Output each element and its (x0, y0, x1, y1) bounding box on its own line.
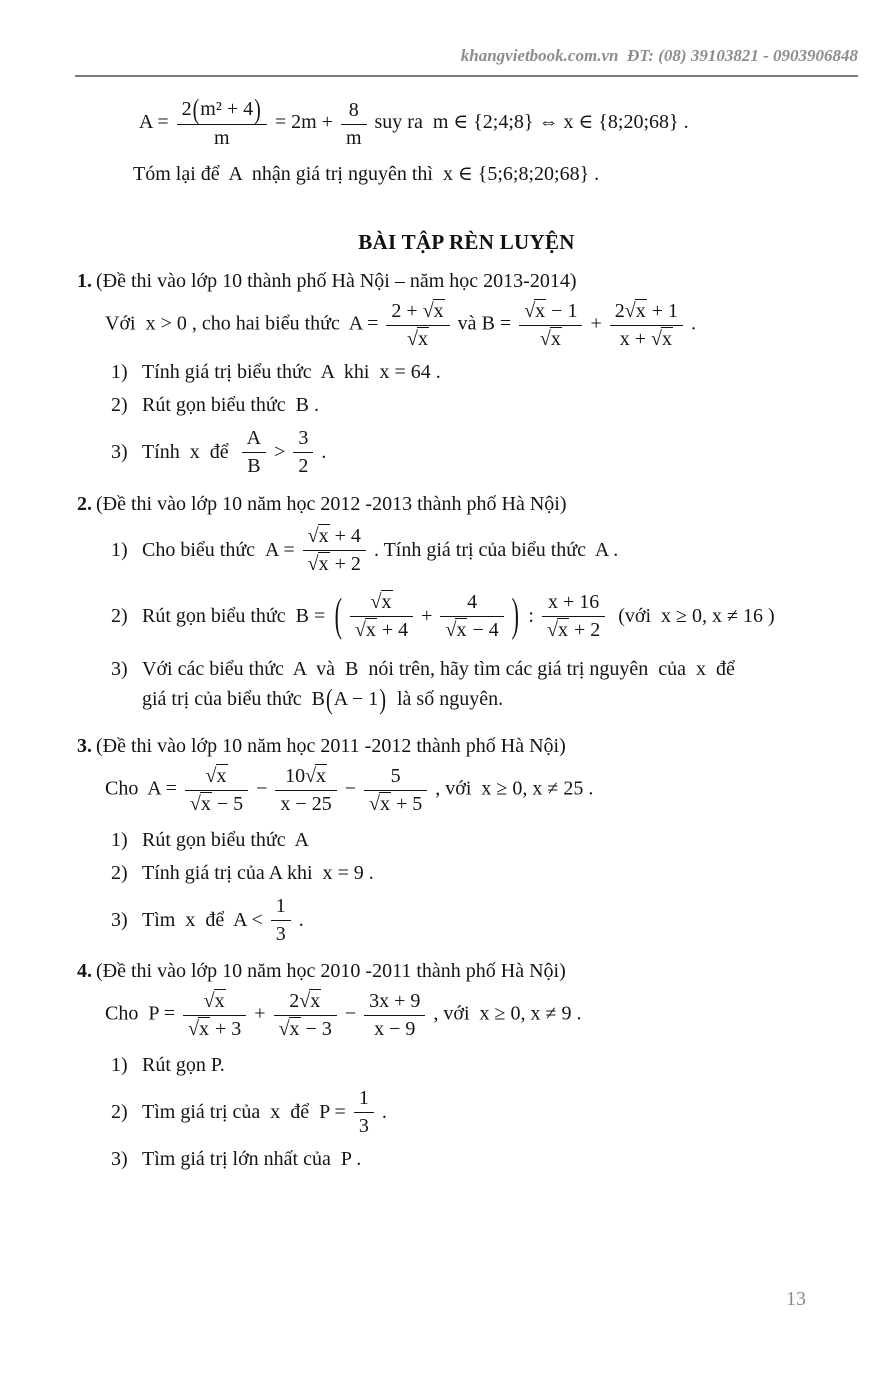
item-text: Cho biểu thức (142, 539, 266, 561)
fraction-denominator: x + √x (619, 328, 672, 350)
problem-4-formula (105, 989, 858, 1041)
text-run: B = (481, 312, 517, 335)
problem-3-item-2 (111, 861, 858, 885)
problem-1-source: (Đề thi vào lớp 10 thành phố Hà Nội – năm học 2013-2014) (96, 270, 577, 292)
fraction-numerator: √x + 4 (303, 524, 366, 551)
item-text (142, 654, 735, 715)
problem-3-number: 3. (77, 735, 92, 757)
text-run: − (339, 777, 361, 800)
problem-1-formula (105, 299, 858, 351)
item-text: Tính giá trị của A khi x = 9 . (142, 862, 374, 884)
item-number: 3) (111, 1148, 128, 1170)
item-number: 2) (111, 862, 128, 884)
text-run: P = (148, 1002, 181, 1025)
text-run: : (523, 605, 539, 627)
fraction (275, 764, 336, 816)
left-paren: ( (334, 590, 343, 642)
text-run: . Tính giá trị của biểu thức A . (368, 539, 619, 561)
item-number: 1) (111, 1054, 128, 1076)
fraction-denominator: √x + 2 (307, 553, 361, 575)
fraction-numerator: √x (350, 590, 413, 617)
fraction-numerator: √x (185, 764, 248, 791)
text-run: B = (295, 605, 331, 627)
text-run: A = (348, 312, 384, 335)
text-run: A = (147, 777, 182, 800)
fraction (271, 894, 291, 946)
item-text: Rút gọn P. (142, 1054, 225, 1076)
item-number: 1) (111, 829, 128, 851)
fraction-numerator: 5 (364, 764, 427, 791)
problem-3-title (77, 735, 858, 758)
problem-3-formula (105, 764, 858, 816)
item-text: Rút gọn biểu thức A (142, 829, 309, 851)
text-run: . (686, 312, 696, 335)
fraction (364, 989, 425, 1041)
item-number: 2) (111, 394, 128, 416)
fraction-numerator: x + 16 (542, 590, 605, 617)
problem-2-number: 2. (77, 493, 92, 515)
fraction (440, 590, 503, 642)
item-text: Tìm x để A < (142, 909, 268, 931)
fraction-denominator: m (213, 127, 230, 149)
item-text: Rút gọn biểu thức (142, 605, 296, 627)
item-text: Tính giá trị biểu thức A khi x = 64 . (142, 361, 441, 383)
conclusion-text: Tóm lại để A nhận giá trị nguyên thì x ∈ {5;6;8;20;68} . (133, 163, 600, 185)
text-run: Với x > 0 , cho hai biểu thức (105, 312, 349, 335)
fraction-denominator: √x + 5 (368, 793, 423, 815)
text-run: A = (265, 539, 300, 561)
text-run: > (269, 441, 291, 463)
item-number: 1) (111, 361, 128, 383)
problem-1-title (77, 270, 858, 293)
fraction-numerator: √x (183, 989, 246, 1016)
right-paren: ) (511, 590, 519, 642)
text-run: + (416, 605, 438, 627)
fraction-numerator: √x − 1 (519, 299, 582, 326)
item-number: 2) (111, 1101, 128, 1123)
fraction-numerator: A (242, 426, 266, 453)
fraction-denominator: x − 25 (280, 793, 332, 815)
item-number: 3) (111, 909, 128, 931)
fraction (341, 98, 367, 150)
fraction (242, 426, 266, 478)
formula-lhs: A = (139, 111, 174, 134)
item-number: 3) (111, 441, 128, 463)
fraction-denominator: √x − 5 (189, 793, 244, 815)
text-run: giá trị của biểu thức B(A − 1) là số nguyên. (142, 684, 504, 716)
problem-4-item-1 (111, 1053, 858, 1077)
fraction-numerator: 1 (271, 894, 291, 921)
fraction-denominator: √x + 3 (188, 1018, 242, 1040)
formula-tail: suy ra m ∈ {2;4;8} ⇔ x ∈ {8;20;68} . (369, 111, 689, 134)
fraction (610, 299, 683, 351)
fraction-denominator: √x − 4 (445, 619, 499, 641)
fraction-denominator: 3 (358, 1115, 369, 1137)
section-heading: BÀI TẬP RÈN LUYỆN (358, 230, 575, 254)
conclusion-line (133, 162, 858, 186)
problem-1-item-2 (111, 393, 858, 417)
fraction-denominator: 3 (275, 923, 286, 945)
problem-2-item-3 (111, 654, 858, 715)
problem-4-title (77, 960, 858, 983)
text-run: (với x ≥ 0, x ≠ 16 ) (608, 605, 775, 627)
item-number: 1) (111, 539, 128, 561)
fraction-denominator: √x (407, 328, 429, 350)
text-run: + (585, 312, 607, 335)
fraction (185, 764, 248, 816)
item-text: Rút gọn biểu thức B . (142, 394, 319, 416)
page-number: 13 (786, 1288, 806, 1310)
fraction-denominator: B (247, 455, 261, 477)
fraction-denominator: √x + 4 (354, 619, 409, 641)
fraction-numerator: 2√x + 1 (610, 299, 683, 326)
problem-1-item-3 (111, 426, 858, 478)
text-run: và (452, 312, 482, 335)
fraction-denominator: 2 (298, 455, 309, 477)
fraction-denominator: √x (539, 328, 561, 350)
text-run: − (339, 1002, 362, 1025)
text-run: Cho (105, 777, 148, 800)
fraction-numerator: 1 (354, 1086, 374, 1113)
fraction (519, 299, 582, 351)
header-text: khangvietbook.com.vn ĐT: (08) 39103821 - 0903906848 (460, 46, 858, 65)
problem-3-item-1 (111, 828, 858, 852)
fraction-denominator: x − 9 (374, 1018, 416, 1040)
text-run: . (293, 909, 304, 931)
problem-2-title (77, 493, 858, 516)
fraction-numerator: 8 (341, 98, 367, 125)
fraction-numerator: 10√x (275, 764, 336, 791)
fraction (354, 1086, 374, 1138)
fraction-denominator: √x + 2 (546, 619, 601, 641)
text-run: Với các biểu thức A và B nói trên, hãy tìm các giá trị nguyên của x để (142, 658, 735, 680)
fraction (274, 989, 337, 1041)
fraction-denominator: √x − 3 (278, 1018, 332, 1040)
fraction-numerator: 2√x (274, 989, 337, 1016)
fraction-denominator: m (345, 126, 362, 149)
problem-2-item-2 (111, 590, 858, 642)
problem-1-number: 1. (77, 270, 92, 292)
problem-3-source: (Đề thi vào lớp 10 năm học 2011 -2012 thành phố Hà Nội) (96, 735, 566, 757)
intro-formula (139, 93, 858, 150)
fraction (542, 590, 605, 642)
fraction (386, 299, 449, 351)
text-run: + (249, 1002, 271, 1025)
page-content (75, 93, 858, 1171)
formula-mid: = 2m + (269, 111, 338, 134)
text-run: . (316, 441, 327, 463)
fraction (183, 989, 246, 1041)
item-text: Tìm giá trị của x để P = (142, 1101, 351, 1123)
fraction (177, 93, 267, 150)
fraction (303, 524, 366, 576)
item-number: 2) (111, 605, 128, 627)
text-run: Cho (105, 1002, 149, 1025)
problem-4-number: 4. (77, 960, 92, 982)
fraction (364, 764, 427, 816)
problem-4-source: (Đề thi vào lớp 10 năm học 2010 -2011 thành phố Hà Nội) (96, 960, 566, 982)
fraction (350, 590, 413, 642)
item-number: 3) (111, 658, 128, 680)
problem-4-item-2 (111, 1086, 858, 1138)
problem-2-source: (Đề thi vào lớp 10 năm học 2012 -2013 thành phố Hà Nội) (96, 493, 567, 515)
problem-1-item-1 (111, 360, 858, 384)
item-text: Tính x để (142, 441, 239, 463)
problem-2-item-1 (111, 524, 858, 576)
problem-3-item-3 (111, 894, 858, 946)
text-run: , với x ≥ 0, x ≠ 9 . (428, 1002, 582, 1025)
page-header (75, 46, 858, 77)
fraction-numerator: 4 (440, 590, 503, 617)
text-run: − (251, 777, 273, 800)
fraction-numerator: 3x + 9 (364, 989, 425, 1016)
text-run: , với x ≥ 0, x ≠ 25 . (430, 777, 594, 800)
fraction-numerator: 2(m² + 4) (177, 97, 267, 125)
fraction-numerator: 3 (293, 426, 313, 453)
fraction (293, 426, 313, 478)
item-text: Tìm giá trị lớn nhất của P . (142, 1148, 362, 1170)
problem-4-item-3 (111, 1147, 858, 1171)
fraction-numerator: 2 + √x (386, 299, 449, 326)
text-run: . (376, 1101, 387, 1123)
document-page (0, 46, 892, 1310)
